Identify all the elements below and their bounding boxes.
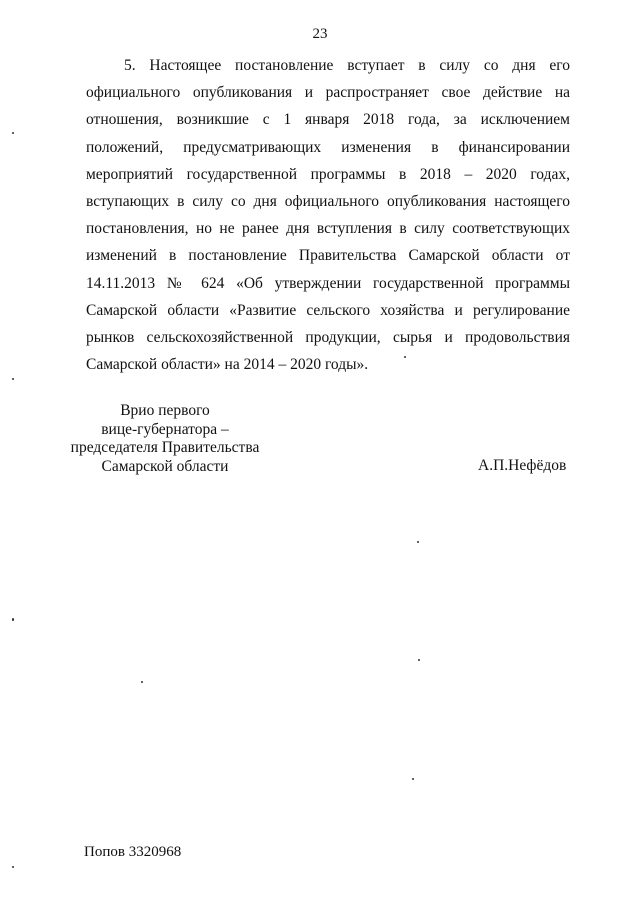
page-number: 23: [312, 26, 328, 42]
scan-speck: [12, 378, 14, 380]
signer-title-line: председателя Правительства: [70, 439, 260, 456]
scan-speck: [12, 618, 14, 621]
signer-title-line: Врио первого: [120, 402, 210, 419]
signer-title-block: [60, 402, 270, 476]
scan-speck: [404, 356, 406, 358]
scan-speck: [418, 659, 420, 661]
signer-name: А.П.Нефёдов: [478, 457, 567, 474]
scan-speck: [417, 541, 419, 543]
scan-speck: [141, 681, 143, 683]
scan-speck: [12, 866, 14, 868]
resolution-paragraph: 5. Настоящее постановление вступает в силу со дня его официального опубликования и распространяет свое действие на отношения, возникшие с 1 января 2018 года, за исключением положений, предусматривающих изменения в финансировании мероприятий государственной программы в 2018 – 2020 годах, вступающих в силу со дня официального опубликования настоящего постановления, но не ранее дня вступления в силу соответствующих изменений в постановление Правительства Самарской области от 14.11.2013 № 624 «Об утверждении государственной программы Самарской области «Развитие сельского хозяйства и регулирование рынков сельскохозяйственной продукции, сырья и продовольствия Самарской области» на 2014 – 2020 годы».: [86, 57, 570, 374]
scan-speck: [12, 132, 14, 134]
scan-speck: [412, 778, 414, 780]
signer-title-line: вице-губернатора –: [101, 420, 229, 438]
signer-title-line: Самарской области: [101, 457, 229, 475]
footer-executor-note: Попов 3320968: [84, 844, 182, 860]
